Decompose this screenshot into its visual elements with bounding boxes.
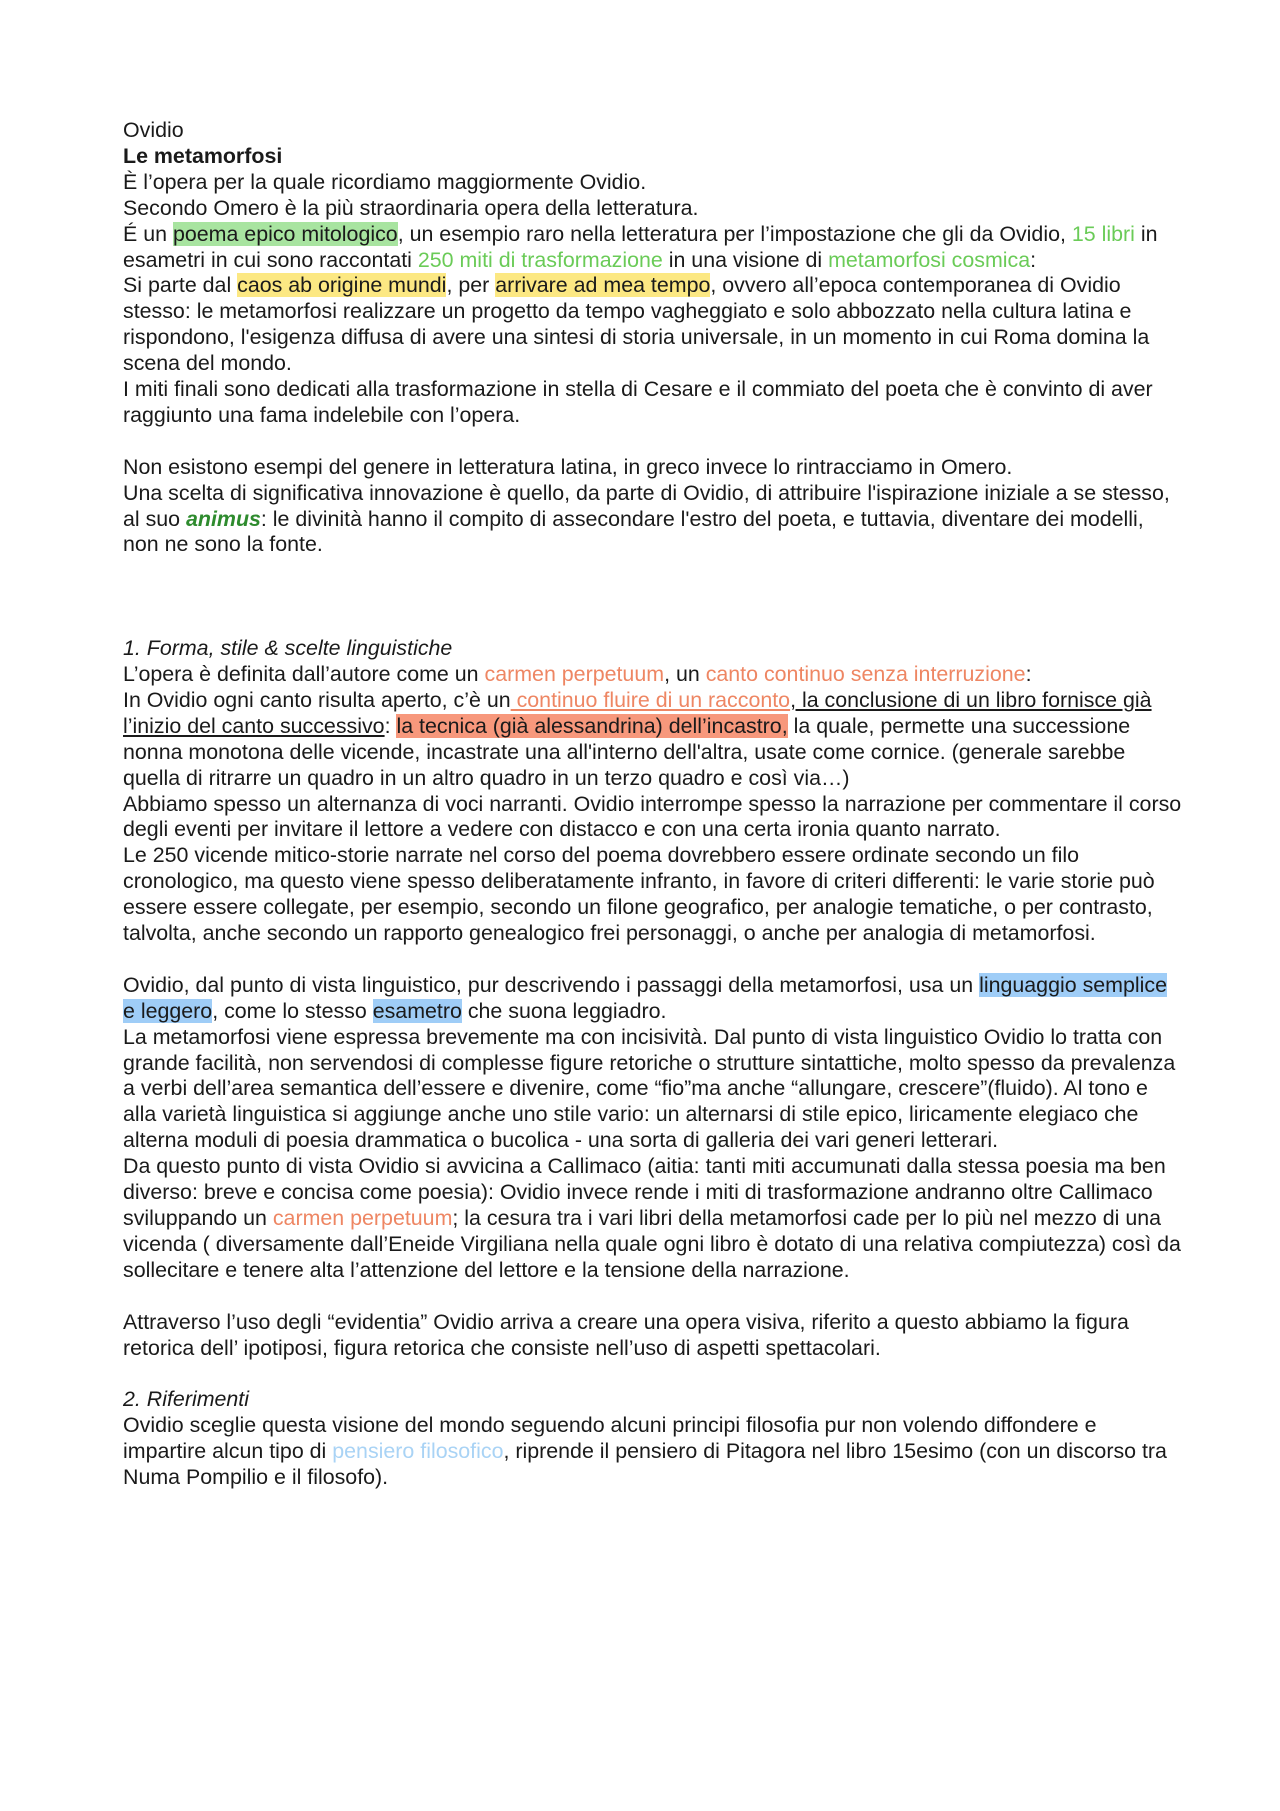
- text-run: che suona leggiadro.: [461, 998, 667, 1023]
- text-run: in esametri in cui sono raccontati: [123, 221, 1158, 272]
- emphasis-animus: animus: [186, 506, 261, 531]
- intro-paragraph-epic: [123, 222, 1183, 274]
- paragraph-gap: [123, 947, 1183, 973]
- green-text: 15 libri: [1071, 221, 1135, 246]
- text-run: Ovidio, dal punto di vista linguistico, pur descrivendo i passaggi della metamorfosi, usa un: [123, 972, 980, 997]
- author-line: Ovidio: [123, 118, 184, 142]
- intro-paragraph-examples: Non esistono esempi del genere in letteratura latina, in greco invece lo rintracciamo in Omero.: [123, 454, 1013, 479]
- text-run: Da questo punto di vista Ovidio si avvicina a Callimaco (aitia: tanti miti accumunati dalla stessa poesia ma ben diverso: breve e concisa come poesia): Ovidio invece rende i miti di trasformazione andranno oltre Callimaco sviluppando un: [123, 1154, 1166, 1230]
- text-run: , per: [446, 273, 496, 298]
- section-heading-forma: 1. Forma, stile & scelte linguistiche: [123, 636, 453, 661]
- text-run: , un: [664, 661, 706, 686]
- text-run: ; la cesura tra i vari libri della metamorfosi cade per lo più nel mezzo di una vicenda ( diversamente dall’Eneide Virgiliana nella quale ogni libro è dotato di una relativa compiutezza) così da sollecitare e tenere alta l’attenzione del lettore e la tensione della narrazione.: [123, 1206, 1181, 1282]
- section2-paragraph-pitagora: [123, 1413, 1183, 1491]
- document-page: [123, 118, 1183, 1491]
- orange-text: carmen perpetuum: [272, 1206, 453, 1230]
- text-run: Si parte dal: [123, 273, 238, 298]
- paragraph-gap: [123, 1284, 1183, 1310]
- section1-paragraph-callimaco: [123, 1154, 1183, 1284]
- intro-paragraph-animus: [123, 481, 1183, 559]
- text-run: :: [1025, 661, 1032, 686]
- highlight-yellow: arrivare ad mea tempo: [495, 273, 711, 298]
- green-text: 250 miti di trasformazione: [417, 247, 663, 272]
- page-title: Le metamorfosi: [123, 143, 283, 168]
- text-run: Una scelta di significativa innovazione è quello, da parte di Ovidio, di attribuire l'ispirazione iniziale a se stesso, al suo: [123, 480, 1170, 531]
- intro-paragraph-final-myths: I miti finali sono dedicati alla trasformazione in stella di Cesare e il commiato del poeta che è convinto di aver raggiunto una fama indelebile con l’opera.: [123, 377, 1153, 427]
- text-run: , ovvero all’epoca contemporanea di Ovidio stesso: le metamorfosi realizzare un progetto da tempo vagheggiato e solo abbozzato nella cultura latina e rispondono, l'esigenza diffusa di avere una sintesi di storia universale, in un momento in cui Roma domina la scena del mondo.: [123, 273, 1150, 376]
- highlight-salmon: la tecnica (già alessandrina) dell’incastro,: [396, 713, 788, 738]
- text-run: : le divinità hanno il compito di assecondare l'estro del poeta, e tuttavia, diventare dei modelli, non ne sono la fonte.: [123, 506, 1144, 557]
- section-heading-riferimenti: 2. Riferimenti: [123, 1387, 250, 1412]
- paragraph-gap: [123, 429, 1183, 455]
- intro-line-2: Secondo Omero è la più straordinaria opera della letteratura.: [123, 195, 699, 220]
- text-run: , come lo stesso: [212, 998, 373, 1023]
- text-run: , riprende il pensiero di Pitagora nel libro 15esimo (con un discorso tra Numa Pompilio e il filosofo).: [123, 1439, 1167, 1490]
- section1-paragraph-chronology: Le 250 vicende mitico-storie narrate nel corso del poema dovrebbero essere ordinate secondo un filo cronologico, ma questo viene spesso deliberatamente infranto, in favore di criteri differenti: le varie storie può essere essere collegate, per esempio, secondo un filone geografico, per analogie tematiche, o per contrasto, talvolta, anche secondo un rapporto genealogico frei personaggi, o anche per analogia di metamorfosi.: [123, 843, 1155, 946]
- section-gap: [123, 558, 1183, 636]
- intro-paragraph-chaos: [123, 273, 1183, 377]
- lightblue-text: pensiero filosofico: [332, 1439, 504, 1464]
- section1-paragraph-voices: Abbiamo spesso un alternanza di voci narranti. Ovidio interrompe spesso la narrazione per commentare il corso degli eventi per invitare il lettore a vedere con distacco e con una certa ironia quanto narrato.: [123, 791, 1182, 842]
- highlight-blue: esametro: [372, 998, 462, 1023]
- orange-text: carmen perpetuum: [484, 661, 665, 686]
- text-run: É un: [123, 221, 173, 246]
- highlight-yellow: caos ab origine mundi: [237, 273, 447, 298]
- section1-paragraph-carmen: [123, 662, 1183, 688]
- orange-text: canto continuo senza interruzione: [705, 661, 1026, 686]
- text-run: :: [1030, 247, 1037, 272]
- highlight-blue: linguaggio semplice e leggero: [123, 972, 1167, 1023]
- text-run: Ovidio sceglie questa visione del mondo seguendo alcuni principi filosofia pur non volendo diffondere e impartire alcun tipo di: [123, 1413, 1097, 1464]
- section1-paragraph-style: La metamorfosi viene espressa brevemente ma con incisività. Dal punto di vista linguistico Ovidio lo tratta con grande facilità, non servendosi di complesse figure retoriche o strutture sintattiche, molto spesso da prevalenza a verbi dell’area semantica dell’essere e divenire, come “fio”ma anche “allungare, crescere”(fluido). Al tono e alla varietà linguistica si aggiunge anche uno stile vario: un alternarsi di stile epico, liricamente elegiaco che alterna moduli di poesia drammatica o bucolica - una sorta di galleria dei vari generi letterari.: [123, 1024, 1176, 1153]
- text-run: In Ovidio ogni canto risulta aperto, c’è un: [123, 687, 511, 712]
- orange-underlined-text: continuo fluire di un racconto: [510, 687, 791, 712]
- section1-paragraph-evidentia: Attraverso l’uso degli “evidentia” Ovidio arriva a creare una opera visiva, riferito a questo abbiamo la figura retorica dell’ ipotiposi, figura retorica che consiste nell’uso di aspetti spettacolari.: [123, 1309, 1129, 1360]
- paragraph-gap: [123, 1361, 1183, 1387]
- text-run: in una visione di: [662, 247, 829, 272]
- intro-line-1: È l’opera per la quale ricordiamo maggiormente Ovidio.: [123, 169, 647, 194]
- underlined-text: , la conclusione di un libro fornisce già l’inizio del canto successivo: [123, 687, 1152, 738]
- section1-paragraph-language: [123, 973, 1183, 1025]
- green-text: metamorfosi cosmica: [828, 247, 1031, 272]
- text-run: la quale, permette una successione nonna monotona delle vicende, incastrate una all'interno dell'altra, usate come cornice. (generale sarebbe quella di ritrarre un quadro in un altro quadro in un terzo quadro e così via…): [123, 713, 1131, 790]
- text-run: :: [384, 713, 397, 738]
- text-run: , un esempio raro nella letteratura per l’impostazione che gli da Ovidio,: [397, 221, 1072, 246]
- section1-paragraph-incastro: [123, 688, 1183, 792]
- highlight-green: poema epico mitologico: [172, 221, 398, 246]
- text-run: L’opera è definita dall’autore come un: [123, 661, 485, 686]
